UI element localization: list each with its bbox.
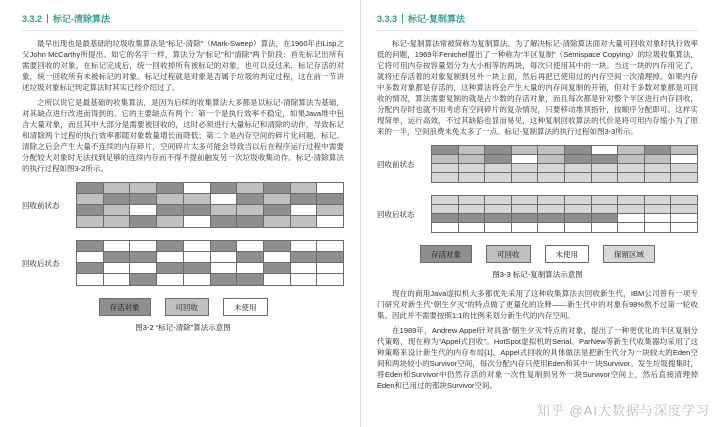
memory-cell — [538, 223, 565, 232]
legend-unused: 未使用 — [223, 298, 268, 316]
memory-cell — [485, 146, 512, 155]
before-state-row — [377, 145, 698, 183]
memory-cell — [130, 205, 157, 216]
memory-cell — [565, 223, 592, 232]
memory-cell — [184, 194, 211, 205]
section-title: 标记-清除算法 — [53, 14, 111, 24]
section-title: 标记-复制算法 — [408, 14, 466, 24]
legend-survive: 存活对象 — [420, 245, 472, 263]
memory-cell — [157, 216, 184, 227]
memory-row — [77, 194, 343, 205]
memory-cell — [459, 155, 486, 164]
memory-row — [432, 196, 697, 205]
memory-cell — [291, 274, 318, 285]
memory-cell — [157, 263, 184, 274]
memory-cell — [432, 146, 459, 155]
memory-cell — [130, 274, 157, 285]
memory-cell — [538, 173, 565, 182]
memory-cell — [317, 205, 343, 216]
memory-row — [77, 205, 343, 216]
memory-cell — [538, 214, 565, 223]
memory-cell — [130, 216, 157, 227]
legend-unused: 未使用 — [545, 245, 590, 263]
page-right — [360, 0, 720, 427]
memory-cell — [459, 164, 486, 173]
memory-cell — [512, 223, 539, 232]
memory-cell — [104, 274, 131, 285]
memory-cell — [104, 205, 131, 216]
memory-cell — [291, 263, 318, 274]
memory-cell — [317, 274, 343, 285]
legend-recyclable: 可回收 — [486, 245, 531, 263]
memory-cell — [432, 164, 459, 173]
paragraph: 最早出现也是最基础的垃圾收集算法是“标记-清除”（Mark-Sweep）算法，在1960年由Lisp之父John McCarthy所提出。如它的名字一样，算法分为“标记”和“清除”两个阶段：首先标记出所有需要回收的对象，在标记完成后，统一回收掉所有被标记的对象，也可以反过来，标记存活的对象，统一回收所有未被标记的对象。标记过程就是对象是否属于垃圾的判定过程，这在前一节讲述垃圾对象标记判定算法时其实已经介绍过了。 — [22, 39, 344, 92]
memory-cell — [459, 196, 486, 205]
memory-cell — [512, 173, 539, 182]
memory-row — [77, 252, 343, 263]
memory-cell — [618, 223, 645, 232]
memory-cell — [264, 216, 291, 227]
section-header-3-3-3 — [377, 12, 698, 31]
memory-cell — [211, 263, 238, 274]
memory-cell — [671, 164, 697, 173]
memory-cell — [291, 216, 318, 227]
memory-cell — [671, 205, 697, 214]
memory-cell — [618, 164, 645, 173]
memory-cell — [671, 146, 697, 155]
memory-cell — [671, 214, 697, 223]
watermark: 知乎 @AI大数据与深度学习 — [536, 403, 710, 418]
memory-cell — [77, 205, 104, 216]
memory-cell — [671, 173, 697, 182]
memory-cell — [485, 164, 512, 173]
paragraph: 在1989年，Andrew Appel针对具备“朝生夕灭”特点的对象，提出了一种更优化的半区复制分代策略，现在称为“Appel式回收”。HotSpot虚拟机的Serial、ParNew等新生代收集器均采用了这种策略来设计新生代的内存布局[1]。Appel式回收的具体做法是把新生代分为一块较大的Eden空间和两块较小的Survivor空间，每次分配内存只使用Eden和其中一块Survivor。发生垃圾搜集时，将Eden和Survivor中仍然存活的对象一次性复制到另外一块Survivor空间上，然后直接清理掉Eden和已用过的那块Survivor空间。 — [377, 326, 698, 390]
memory-cell — [237, 216, 264, 227]
memory-cell — [237, 194, 264, 205]
section-header-3-3-2 — [22, 12, 344, 31]
memory-cell — [485, 223, 512, 232]
memory-cell — [645, 173, 672, 182]
figure-caption: 图3-2 “标记-清除”算法示意图 — [135, 323, 231, 332]
memory-cell — [485, 155, 512, 164]
memory-cell — [237, 205, 264, 216]
memory-cell — [291, 205, 318, 216]
legend — [377, 245, 698, 263]
section-divider-bar — [47, 14, 48, 23]
memory-cell — [157, 194, 184, 205]
memory-cell — [211, 252, 238, 263]
memory-cell — [592, 173, 619, 182]
memory-cell — [211, 183, 238, 194]
memory-row — [432, 223, 697, 232]
memory-cell — [538, 146, 565, 155]
memory-cell — [291, 194, 318, 205]
figure-mark-sweep — [22, 182, 344, 333]
memory-cell — [618, 173, 645, 182]
memory-cell — [459, 205, 486, 214]
memory-cell — [211, 216, 238, 227]
memory-cell — [237, 183, 264, 194]
memory-cell — [618, 214, 645, 223]
section-divider-bar — [402, 14, 403, 23]
memory-row — [432, 214, 697, 223]
after-state-row — [22, 240, 344, 286]
memory-cell — [459, 223, 486, 232]
memory-cell — [565, 173, 592, 182]
memory-cell — [645, 155, 672, 164]
paragraph: 现在的商用Java虚拟机大多都优先采用了这种收集算法去回收新生代，IBM公司曾有一项专门研究对新生代“朝生夕灭”的特点做了更量化的诠释——新生代中的对象有98%熬不过第一轮收集。因此并不需要按照1:1的比例来划分新生代的内存空间。 — [377, 289, 698, 320]
memory-cell — [432, 155, 459, 164]
memory-cell — [565, 164, 592, 173]
legend-recyclable: 可回收 — [165, 298, 210, 316]
memory-cell — [645, 196, 672, 205]
memory-cell — [485, 205, 512, 214]
memory-cell — [592, 164, 619, 173]
memory-cell — [184, 183, 211, 194]
memory-cell — [157, 241, 184, 252]
memory-cell — [671, 155, 697, 164]
memory-cell — [184, 263, 211, 274]
memory-cell — [77, 274, 104, 285]
memory-row — [77, 216, 343, 227]
memory-cell — [618, 146, 645, 155]
memory-cell — [237, 263, 264, 274]
paragraph: 标记-复制算法常被简称为复制算法。为了解决标记-清除算法面对大量可回收对象时执行效率低的问题，1969年Fenichel提出了一种称为“半区复制”（Semispace Copying）的垃圾收集算法，它将可用内存按容量划分为大小相等的两块，每次只使用其中的一块。当这一块的内存用完了，就将还存活着的对象复制到另外一块上面，然后再把已使用过的内存空间一次清理掉。如果内存中多数对象都是存活的，这种算法将会产生大量的内存间复制的开销，但对于多数对象都是可回收的情况，算法需要复制的就是占少数的存活对象，而且每次都是针对整个半区进行内存回收，分配内存时也就不用考虑有空间碎片的复杂情况，只要移动堆顶指针，按顺序分配即可。这样实现简单，运行高效，不过其缺陷也显而易见，这种复制回收算法的代价是将可用内存缩小为了原来的一半，空间浪费未免太多了一点。标记-复制算法的执行过程如图3-3所示。 — [377, 39, 698, 136]
memory-cell — [592, 146, 619, 155]
memory-cell — [211, 274, 238, 285]
memory-cell — [264, 274, 291, 285]
memory-cell — [592, 196, 619, 205]
memory-cell — [291, 252, 318, 263]
memory-cell — [565, 214, 592, 223]
memory-cell — [157, 274, 184, 285]
memory-row — [432, 173, 697, 182]
memory-cell — [157, 183, 184, 194]
memory-cell — [104, 194, 131, 205]
memory-row — [432, 155, 697, 164]
memory-cell — [565, 205, 592, 214]
memory-row — [77, 274, 343, 285]
memory-cell — [592, 214, 619, 223]
memory-cell — [77, 183, 104, 194]
memory-cell — [211, 194, 238, 205]
memory-cell — [317, 241, 343, 252]
memory-cell — [459, 173, 486, 182]
memory-cell — [432, 205, 459, 214]
memory-grid-after — [431, 195, 698, 233]
memory-cell — [130, 241, 157, 252]
memory-cell — [130, 263, 157, 274]
before-state-row — [22, 182, 344, 228]
memory-row — [77, 183, 343, 194]
memory-cell — [77, 241, 104, 252]
after-state-label: 回收后状态 — [22, 258, 60, 268]
memory-cell — [317, 263, 343, 274]
memory-cell — [264, 263, 291, 274]
memory-cell — [459, 146, 486, 155]
paragraph: 之所以说它是最基础的收集算法，是因为后续的收集算法大多都是以标记-清除算法为基础，对其缺点进行改进而得到的。它的主要缺点有两个：第一个是执行效率不稳定，如果Java堆中包含大量对象，而且其中大部分是需要被回收的，这时必须进行大量标记和清除的动作，导致标记和清除两个过程的执行效率都随对象数量增长而降低；第二个是内存空间的碎片化问题，标记、清除之后会产生大量不连续的内存碎片，空间碎片太多可能会导致当以后在程序运行过程中需要分配较大对象时无法找到足够的连续内存而不得不提前触发另一次垃圾收集动作。标记-清除算法的执行过程如图3-2所示。 — [22, 98, 344, 173]
memory-cell — [264, 194, 291, 205]
memory-cell — [618, 155, 645, 164]
section-number: 3.3.3 — [377, 13, 398, 24]
memory-cell — [317, 216, 343, 227]
memory-cell — [77, 216, 104, 227]
memory-cell — [211, 205, 238, 216]
memory-cell — [77, 263, 104, 274]
memory-cell — [157, 252, 184, 263]
memory-cell — [291, 183, 318, 194]
memory-cell — [538, 196, 565, 205]
figure-mark-copy — [377, 145, 698, 280]
memory-cell — [565, 155, 592, 164]
memory-row — [432, 205, 697, 214]
memory-cell — [317, 194, 343, 205]
memory-cell — [104, 263, 131, 274]
memory-cell — [130, 183, 157, 194]
memory-cell — [538, 155, 565, 164]
memory-cell — [184, 205, 211, 216]
memory-cell — [264, 183, 291, 194]
memory-cell — [184, 216, 211, 227]
memory-cell — [512, 196, 539, 205]
memory-grid-after — [76, 240, 344, 286]
memory-cell — [317, 183, 343, 194]
before-state-label: 回收前状态 — [377, 159, 415, 169]
memory-cell — [645, 223, 672, 232]
memory-cell — [237, 274, 264, 285]
memory-cell — [211, 241, 238, 252]
memory-cell — [512, 214, 539, 223]
memory-cell — [432, 214, 459, 223]
memory-row — [77, 241, 343, 252]
memory-cell — [157, 205, 184, 216]
memory-cell — [184, 252, 211, 263]
memory-cell — [264, 205, 291, 216]
after-state-row — [377, 195, 698, 233]
memory-cell — [104, 183, 131, 194]
after-state-label: 回收后状态 — [377, 209, 415, 219]
memory-cell — [291, 241, 318, 252]
memory-cell — [130, 252, 157, 263]
legend-survive: 存活对象 — [99, 298, 151, 316]
memory-cell — [538, 164, 565, 173]
memory-cell — [104, 252, 131, 263]
legend-reserved: 保留区域 — [603, 245, 655, 263]
memory-cell — [592, 205, 619, 214]
memory-cell — [592, 223, 619, 232]
memory-cell — [264, 252, 291, 263]
memory-cell — [485, 173, 512, 182]
memory-cell — [184, 241, 211, 252]
memory-row — [432, 164, 697, 173]
memory-cell — [645, 164, 672, 173]
memory-cell — [512, 155, 539, 164]
legend — [22, 298, 344, 316]
memory-cell — [77, 252, 104, 263]
memory-cell — [512, 205, 539, 214]
memory-row — [432, 146, 697, 155]
memory-cell — [618, 205, 645, 214]
memory-cell — [671, 223, 697, 232]
memory-cell — [237, 252, 264, 263]
memory-cell — [77, 194, 104, 205]
memory-cell — [264, 241, 291, 252]
memory-cell — [618, 196, 645, 205]
memory-cell — [565, 146, 592, 155]
memory-cell — [459, 214, 486, 223]
memory-cell — [645, 214, 672, 223]
memory-cell — [104, 216, 131, 227]
section-number: 3.3.2 — [22, 13, 43, 24]
memory-cell — [538, 205, 565, 214]
memory-cell — [512, 164, 539, 173]
memory-cell — [317, 252, 343, 263]
memory-grid-before — [431, 145, 698, 183]
memory-cell — [432, 223, 459, 232]
memory-cell — [237, 241, 264, 252]
memory-cell — [485, 196, 512, 205]
memory-cell — [432, 196, 459, 205]
memory-cell — [565, 196, 592, 205]
memory-cell — [184, 274, 211, 285]
memory-cell — [485, 214, 512, 223]
memory-cell — [592, 155, 619, 164]
memory-cell — [512, 146, 539, 155]
memory-cell — [104, 241, 131, 252]
figure-caption: 图3-3 标记-复制算法示意图 — [492, 270, 583, 279]
memory-cell — [671, 196, 697, 205]
memory-cell — [645, 146, 672, 155]
before-state-label: 回收前状态 — [22, 200, 60, 210]
memory-row — [77, 263, 343, 274]
memory-grid-before — [76, 182, 344, 228]
memory-cell — [432, 173, 459, 182]
memory-cell — [645, 205, 672, 214]
memory-cell — [130, 194, 157, 205]
